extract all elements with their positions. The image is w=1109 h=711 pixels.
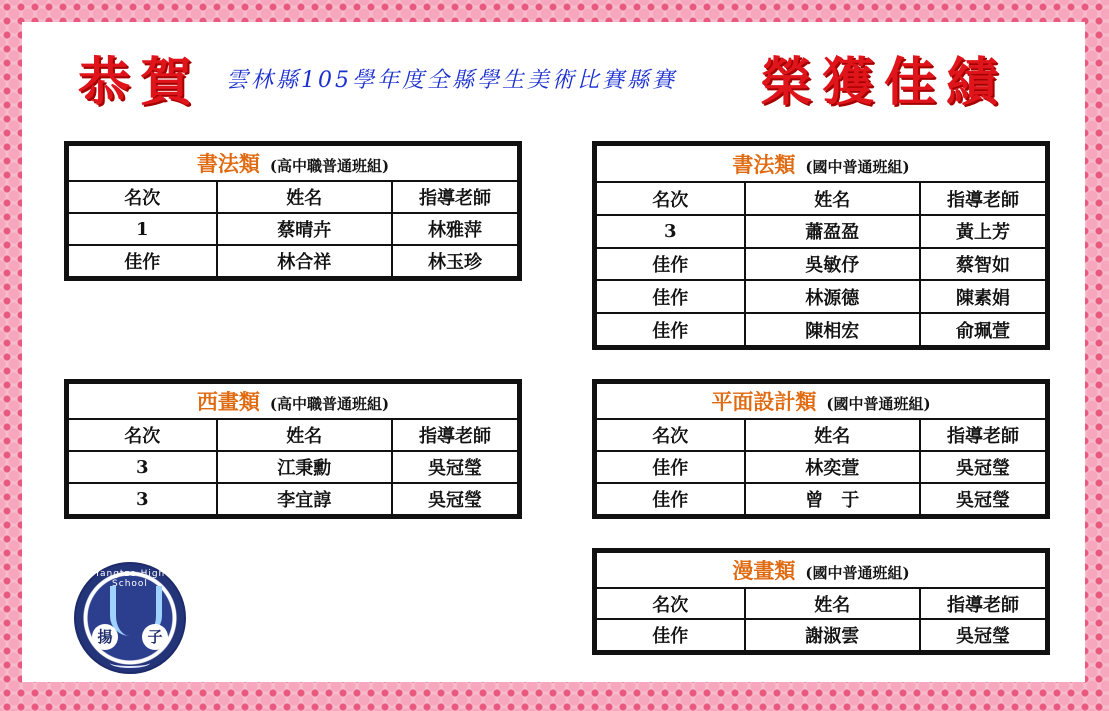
col-teacher: 指導老師 [920,182,1046,215]
table-row [68,213,518,245]
teacher-cell: 林雅萍 [392,213,518,245]
table-row [68,451,518,483]
rank-cell: 佳作 [68,245,217,277]
teacher-cell: 吳冠瑩 [392,483,518,515]
name-cell: 蔡晴卉 [217,213,393,245]
school-logo [74,562,186,674]
logo-ring-text: Yangtze High School [94,569,166,589]
competition-subtitle: 雲林縣105學年度全縣學生美術比賽縣賽 [226,68,677,93]
table-row [596,619,1046,651]
table-title [68,383,518,419]
table-title [596,383,1046,419]
col-teacher: 指導老師 [392,419,518,451]
table-calligraphy-senior [64,141,522,281]
logo-wreath [110,658,150,668]
category-label: 平面設計類 [711,389,817,415]
table-row [596,313,1046,346]
table-row [68,483,518,515]
name-cell: 陳相宏 [745,313,921,346]
name-cell: 曾 于 [745,483,921,515]
rank-cell: 1 [68,213,217,245]
name-cell: 李宜諄 [217,483,393,515]
table-title [68,145,518,181]
col-rank: 名次 [68,419,217,451]
group-label: (國中普通班組) [826,395,931,414]
table-row [596,483,1046,515]
col-name: 姓名 [745,588,921,620]
award-title: 榮獲佳績 [760,52,1009,113]
rank-cell: 3 [68,451,217,483]
name-cell: 蕭盈盈 [745,215,921,248]
teacher-cell: 陳素娟 [920,280,1046,313]
teacher-cell: 吳冠瑩 [920,619,1046,651]
col-rank: 名次 [68,181,217,213]
col-teacher: 指導老師 [920,588,1046,620]
table-calligraphy-junior [592,141,1050,350]
teacher-cell: 吳冠瑩 [920,451,1046,483]
group-label: (高中職普通班組) [269,395,390,414]
rank-cell: 3 [596,215,745,248]
table-graphic-design-junior [592,379,1050,519]
col-rank: 名次 [596,182,745,215]
table-title [596,145,1046,182]
category-label: 書法類 [196,151,260,177]
rank-cell: 佳作 [596,280,745,313]
logo-char-right: 子 [142,624,168,650]
rank-cell: 佳作 [596,313,745,346]
col-name: 姓名 [217,181,393,213]
name-cell: 吳敏伃 [745,248,921,281]
col-name: 姓名 [745,419,921,451]
name-cell: 林源德 [745,280,921,313]
rank-cell: 佳作 [596,483,745,515]
rank-cell: 佳作 [596,248,745,281]
teacher-cell: 吳冠瑩 [920,483,1046,515]
table-row [596,215,1046,248]
teacher-cell: 俞珮萱 [920,313,1046,346]
name-cell: 謝淑雲 [745,619,921,651]
col-name: 姓名 [745,182,921,215]
group-label: (高中職普通班組) [269,157,390,176]
group-label: (國中普通班組) [805,157,910,176]
rank-cell: 佳作 [596,451,745,483]
congrats-title: 恭賀 [78,52,203,113]
rank-cell: 3 [68,483,217,515]
table-comics-junior [592,548,1050,655]
col-teacher: 指導老師 [920,419,1046,451]
teacher-cell: 林玉珍 [392,245,518,277]
table-row [68,245,518,277]
category-label: 西畫類 [196,389,260,415]
group-label: (國中普通班組) [805,563,910,582]
name-cell: 林合祥 [217,245,393,277]
category-label: 書法類 [732,151,796,177]
teacher-cell: 吳冠瑩 [392,451,518,483]
table-row [596,451,1046,483]
teacher-cell: 蔡智如 [920,248,1046,281]
col-teacher: 指導老師 [392,181,518,213]
logo-char-left: 揚 [92,624,118,650]
name-cell: 江秉勳 [217,451,393,483]
name-cell: 林奕萱 [745,451,921,483]
table-row [596,248,1046,281]
rank-cell: 佳作 [596,619,745,651]
table-title [596,552,1046,588]
table-western-painting-senior [64,379,522,519]
col-rank: 名次 [596,419,745,451]
teacher-cell: 黃上芳 [920,215,1046,248]
table-row [596,280,1046,313]
category-label: 漫畫類 [732,557,796,583]
col-rank: 名次 [596,588,745,620]
col-name: 姓名 [217,419,393,451]
